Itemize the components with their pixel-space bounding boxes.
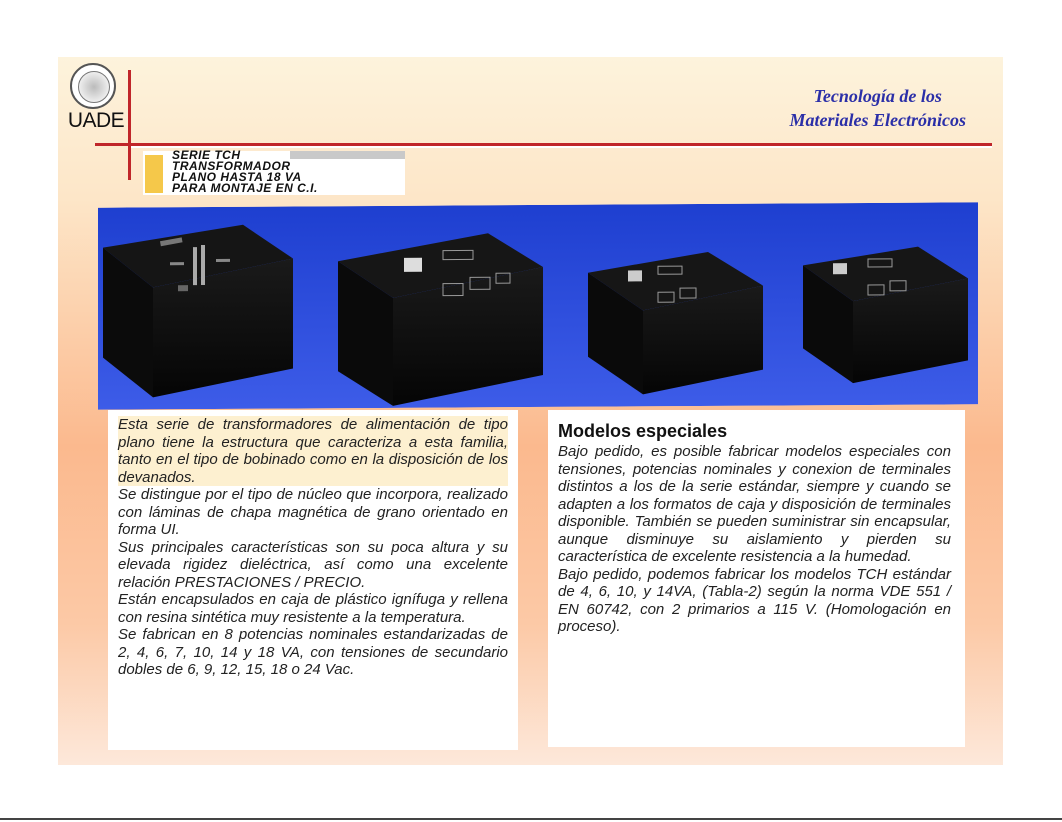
logo-text: UADE [67,109,125,132]
series-label-line-4: PARA MONTAJE EN C.I. [172,181,318,195]
transformer-4 [803,246,968,383]
university-seal-icon [70,63,116,109]
special-models-paragraph-2: Bajo pedido, podemos fabricar los modelos TCH estándar de 4, 6, 10, y 14VA, (Tabla-2) según la norma VDE 551 / EN 60742, con 2 primarios a 115 V. (Homologación en proceso). [558,565,951,635]
description-paragraph-3: Sus principales características son su poca altura y su elevada rigidez dieléctrica, así como una excelente relación PRESTACIONES / PRECIO. [118,538,508,591]
special-models-heading: Modelos especiales [558,421,728,441]
transformer-2 [338,233,543,406]
title-line-2: Materiales Electrónicos [789,110,966,130]
page-title [790,84,967,132]
header-vertical-rule [128,70,131,180]
uade-logo [67,63,125,133]
transformer-1 [103,224,293,397]
series-label-line-1: SERIE TCH [172,148,241,162]
transformer-3 [588,252,763,395]
series-label-line-2: TRANSFORMADOR [172,159,291,173]
transformers-photo [98,202,978,409]
description-text-box [108,410,518,750]
header-rule-highlight [131,146,992,148]
description-paragraph-4: Están encapsulados en caja de plástico ignífuga y rellena con resina sintética muy resistente a la temperatura. [118,591,508,626]
description-paragraph-5: Se fabrican en 8 potencias nominales estandarizadas de 2, 4, 6, 7, 10, 14 y 18 VA, con tensiones de secundario dobles de 6, 9, 12, 15, 18 o 24 Vac. [118,626,508,678]
special-models-paragraph-1: Bajo pedido, es posible fabricar modelos especiales con tensiones, potencias nominales y conexion de terminales distintos a los de la serie estándar, siempre y cuando se adapten a los formatos de caja y disposición de terminales disponible. También se pueden suministrar sin encapsular, aunque disminuye su aislamiento y pierden su característica de excelente resistencia a la humedad. [558,443,951,565]
series-label-line-3: PLANO HASTA 18 VA [172,170,302,184]
special-models-text-box [548,410,965,747]
title-line-1: Tecnología de los [813,86,942,106]
series-label-text [172,150,318,194]
description-paragraph-1: Esta serie de transformadores de alimentación de tipo plano tiene la estructura que caracteriza a esta familia, tanto en el tipo de bobinado como en la disposición de los devanados. [118,416,508,486]
description-paragraph-2: Se distingue por el tipo de núcleo que incorpora, realizado con láminas de chapa magnética de grano orientado en forma UI. [118,486,508,538]
page-bottom-rule [0,818,1062,820]
series-label-yellow-bar [145,155,163,193]
